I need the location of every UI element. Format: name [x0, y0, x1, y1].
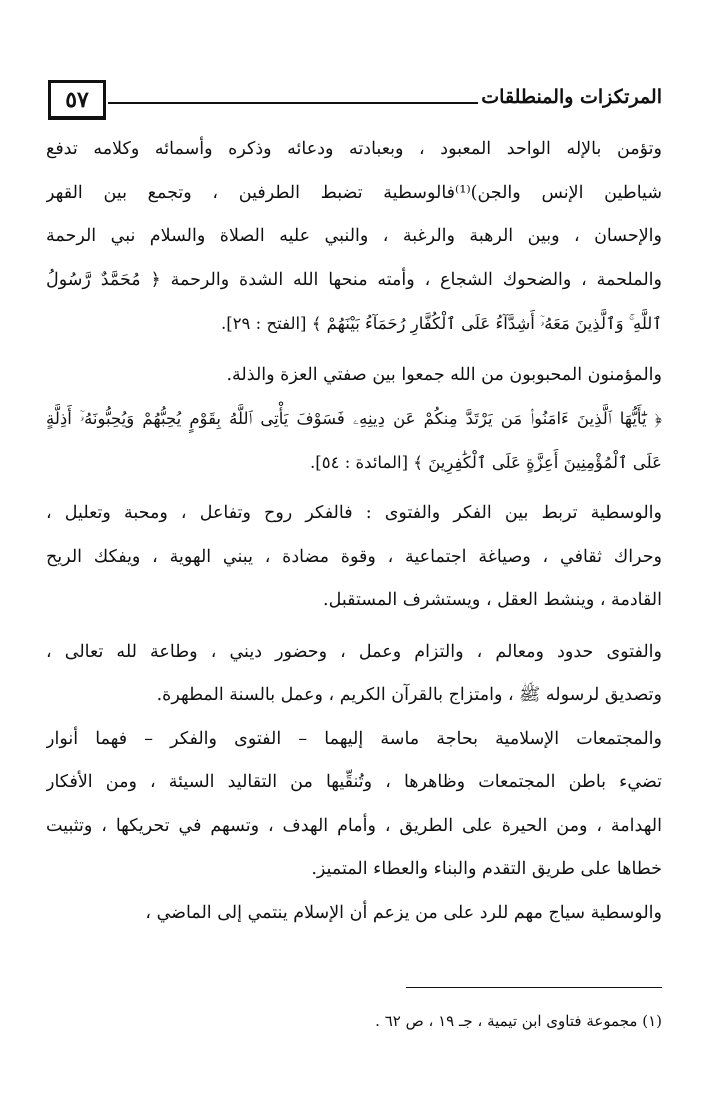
text-line: والمجتمعات الإسلامية بحاجة ماسة إليهما – الفتوى والفكر – فهما أنوار: [46, 728, 662, 749]
text-line: شياطين الإنس والجن)⁽¹⁾فالوسطية تضبط الطرفين ، وتجمع بين القهر: [46, 182, 662, 203]
footnote-separator: [406, 987, 662, 988]
footnote: (١) مجموعة فتاوى ابن تيمية ، جـ ١٩ ، ص ٦٢ .: [375, 1012, 662, 1030]
running-title: المرتكزات والمنطلقات: [481, 86, 662, 108]
page-header: [48, 80, 662, 128]
text-line: والوسطية سياج مهم للرد على من يزعم أن الإسلام ينتمي إلى الماضي ،: [145, 902, 662, 923]
header-rule: [108, 102, 478, 104]
text-line: القادمة ، وينشط العقل ، ويستشرف المستقبل.: [323, 590, 662, 610]
page-number: ٥٧: [48, 80, 106, 120]
text-line: وتؤمن بالإله الواحد المعبود ، وبعبادته ودعائه وذكره وأسمائه وكلامه تدفع: [46, 139, 662, 159]
text-line: تضيء باطن المجتمعات وظاهرها ، وتُنقِّيها من التقاليد السيئة ، ومن الأفكار: [46, 772, 662, 792]
quran-verse-line: ٱللَّهِ ۚ وَٱلَّذِينَ مَعَهُۥٓ أَشِدَّآءُ عَلَى ٱلْكُفَّارِ رُحَمَآءُ بَيْنَهُمْ ﴾ [الفتح : ٢٩].: [221, 314, 662, 333]
quran-verse-line: عَلَى ٱلْمُؤْمِنِينَ أَعِزَّةٍ عَلَى ٱلْكَٰفِرِينَ ﴾ [المائدة : ٥٤].: [310, 452, 662, 472]
text-line: الهدامة ، ومن الحيرة على الطريق ، وأمام الهدف ، وتسهم في تحريكها ، وتثبيت: [46, 815, 662, 836]
text-line: والمؤمنون المحبوبون من الله جمعوا بين صفتي العزة والذلة.: [226, 364, 662, 385]
text-line: والفتوى حدود ومعالم ، والتزام وعمل ، وحضور ديني ، وطاعة لله تعالى ،: [46, 641, 662, 662]
main-text: [46, 128, 662, 935]
text-line: خطاها على طريق التقدم والبناء والعطاء المتميز.: [311, 859, 662, 879]
text-line: وتصديق لرسوله ﷺ ، وامتزاج بالقرآن الكريم ، وعمل بالسنة المطهرة.: [156, 685, 662, 705]
text-line: والوسطية تربط بين الفكر والفتوى : فالفكر روح وتفاعل ، ومحبة وتعليل ،: [46, 503, 662, 523]
text-line: والإحسان ، وبين الرهبة والرغبة ، والنبي عليه الصلاة والسلام نبي الرحمة: [46, 226, 662, 246]
text-line: والملحمة ، والضحوك الشجاع ، وأمته منحها الله الشدة والرحمة ﴿ مُحَمَّدٌ رَّسُولُ: [46, 269, 662, 290]
text-line: وحراك ثقافي ، وصياغة اجتماعية ، وقوة مضادة ، يبني الهوية ، ويفكك الريح: [46, 546, 662, 567]
quran-verse-line: ﴿ يَٰٓأَيُّهَا ٱلَّذِينَ ءَامَنُوا۟ مَن يَرْتَدَّ مِنكُمْ عَن دِينِهِۦ فَسَوْفَ يَأْتِى ٱللَّهُ بِقَوْمٍ يُحِبُّهُمْ وَيُحِبُّونَهُۥٓ أَذِلَّةٍ: [46, 409, 662, 428]
